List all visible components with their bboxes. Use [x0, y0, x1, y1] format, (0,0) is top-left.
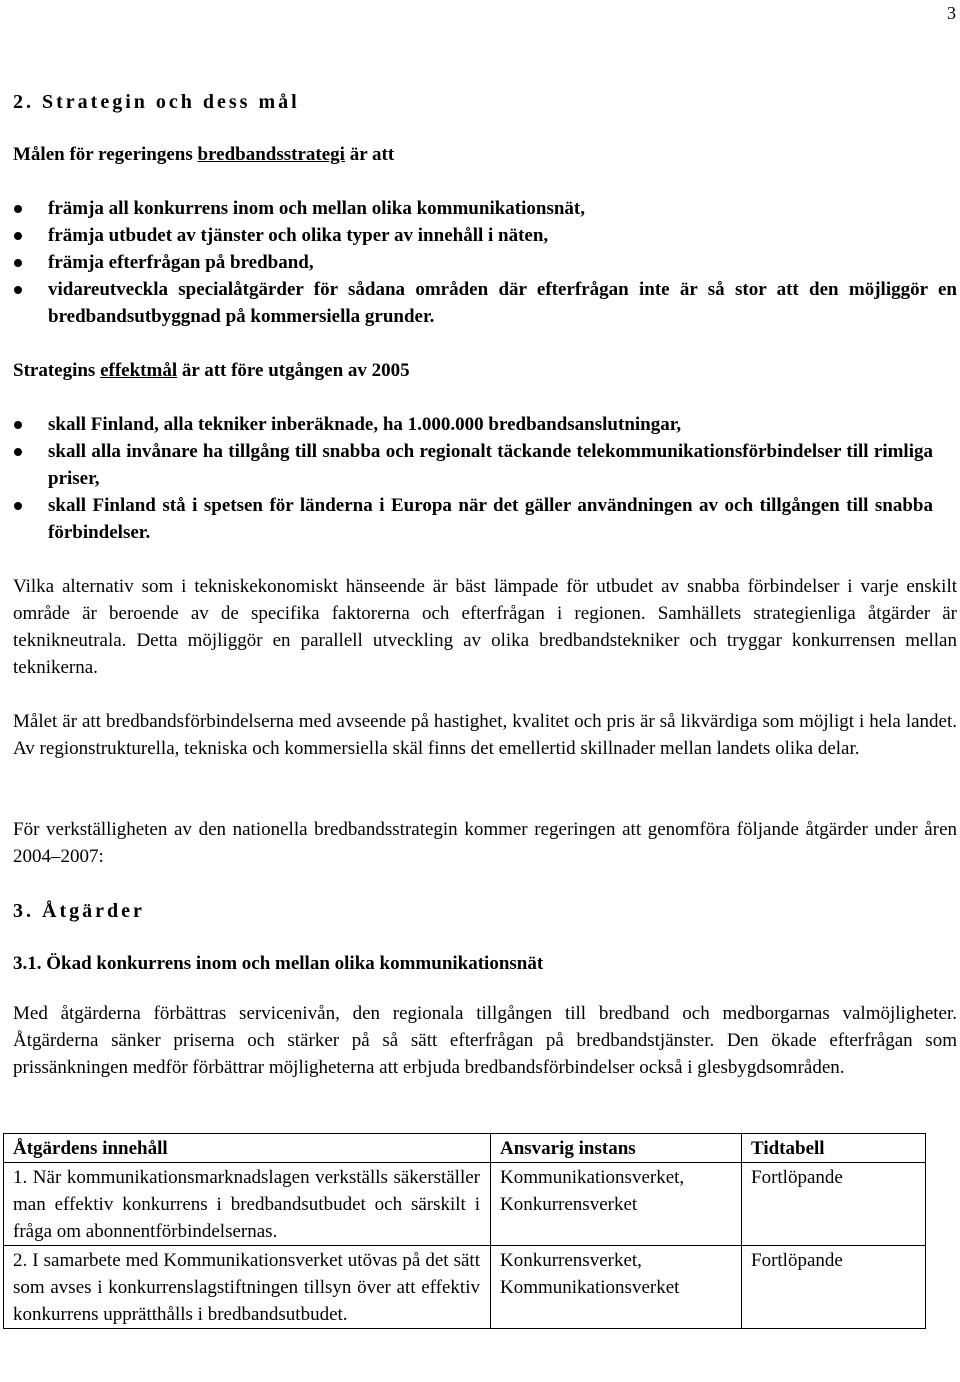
- table-row: [4, 1246, 926, 1329]
- actions-table: [3, 1133, 926, 1329]
- subsection-3-1-heading: 3.1. Ökad konkurrens inom och mellan olika kommunikationsnät: [13, 953, 544, 974]
- list-item: vidareutveckla specialåtgärder för sådana områden där efterfrågan inte är så stor att den möjliggör en bredbandsutbyggnad på kommersiella grunder.: [13, 276, 957, 330]
- cell-content: 1. När kommunikationsmarknadslagen verkställs säkerställer man effektiv konkurrens i bredbandsutbudet och särskilt i fråga om abonnentförbindelsernas.: [4, 1163, 491, 1246]
- effect-intro: Strategins effektmål är att före utgången av 2005: [13, 360, 410, 381]
- column-header-schedule: Tidtabell: [742, 1134, 926, 1163]
- table-header-row: [4, 1134, 926, 1163]
- list-item: skall alla invånare ha tillgång till snabba och regionalt täckande telekommunikationsförbindelser till rimliga priser,: [13, 438, 933, 492]
- list-item: främja all konkurrens inom och mellan olika kommunikationsnät,: [13, 195, 957, 222]
- column-header-content: Åtgärdens innehåll: [4, 1134, 491, 1163]
- effects-list: [13, 411, 933, 546]
- cell-schedule: Fortlöpande: [742, 1246, 926, 1329]
- page-number: 3: [947, 3, 956, 23]
- table-row: [4, 1163, 926, 1246]
- paragraph: Vilka alternativ som i tekniskekonomiskt hänseende är bäst lämpade för utbudet av snabba förbindelser i varje enskilt område är beroende av de specifika faktorerna och efterfrågan i regionen. Samhällets strategienliga åtgärder är teknikneutrala. Detta möjliggör en parallell utveckling av olika bredbandstekniker och tryggar konkurrensen mellan teknikerna.: [13, 576, 957, 678]
- paragraph: Med åtgärderna förbättras servicenivån, den regionala tillgången till bredband och medborgarnas valmöjligheter. Åtgärderna sänker priserna och stärker på så sätt efterfrågan på bredbandstjänster. Den ökade efterfrågan som prissänkningen medför förbättrar möjligheterna att erbjuda bredbandsförbindelser också i glesbygdsområden.: [13, 1003, 957, 1078]
- paragraph: För verkställigheten av den nationella bredbandsstrategin kommer regeringen att genomföra följande åtgärder under åren 2004–2007:: [13, 819, 957, 867]
- list-item: skall Finland, alla tekniker inberäknade, ha 1.000.000 bredbandsanslutningar,: [13, 411, 933, 438]
- cell-content: 2. I samarbete med Kommunikationsverket utövas på det sätt som avses i konkurrenslagstiftningen tillsyn över att effektiv konkurrens upprätthålls i bredbandsutbudet.: [4, 1246, 491, 1329]
- paragraph: Målet är att bredbandsförbindelserna med avseende på hastighet, kvalitet och pris är så likvärdiga som möjligt i hela landet. Av regionstrukturella, tekniska och kommersiella skäl finns det emellertid skillnader mellan landets olika delar.: [13, 711, 957, 759]
- cell-responsible: Konkurrensverket, Kommunikationsverket: [491, 1246, 742, 1329]
- bredbandsstrategi-link: bredbandsstrategi: [197, 144, 345, 165]
- cell-responsible: Kommunikationsverket, Konkurrensverket: [491, 1163, 742, 1246]
- column-header-responsible: Ansvarig instans: [491, 1134, 742, 1163]
- goals-intro: Målen för regeringens bredbandsstrategi är att: [13, 144, 395, 165]
- list-item: främja efterfrågan på bredband,: [13, 249, 957, 276]
- cell-schedule: Fortlöpande: [742, 1163, 926, 1246]
- section-3-heading: 3. Åtgärder: [13, 900, 145, 922]
- section-2-heading: 2. Strategin och dess mål: [13, 91, 300, 113]
- list-item: skall Finland stå i spetsen för länderna i Europa när det gäller användningen av och tillgången till snabba förbindelser.: [13, 492, 933, 546]
- goals-list: [13, 195, 957, 330]
- list-item: främja utbudet av tjänster och olika typer av innehåll i näten,: [13, 222, 957, 249]
